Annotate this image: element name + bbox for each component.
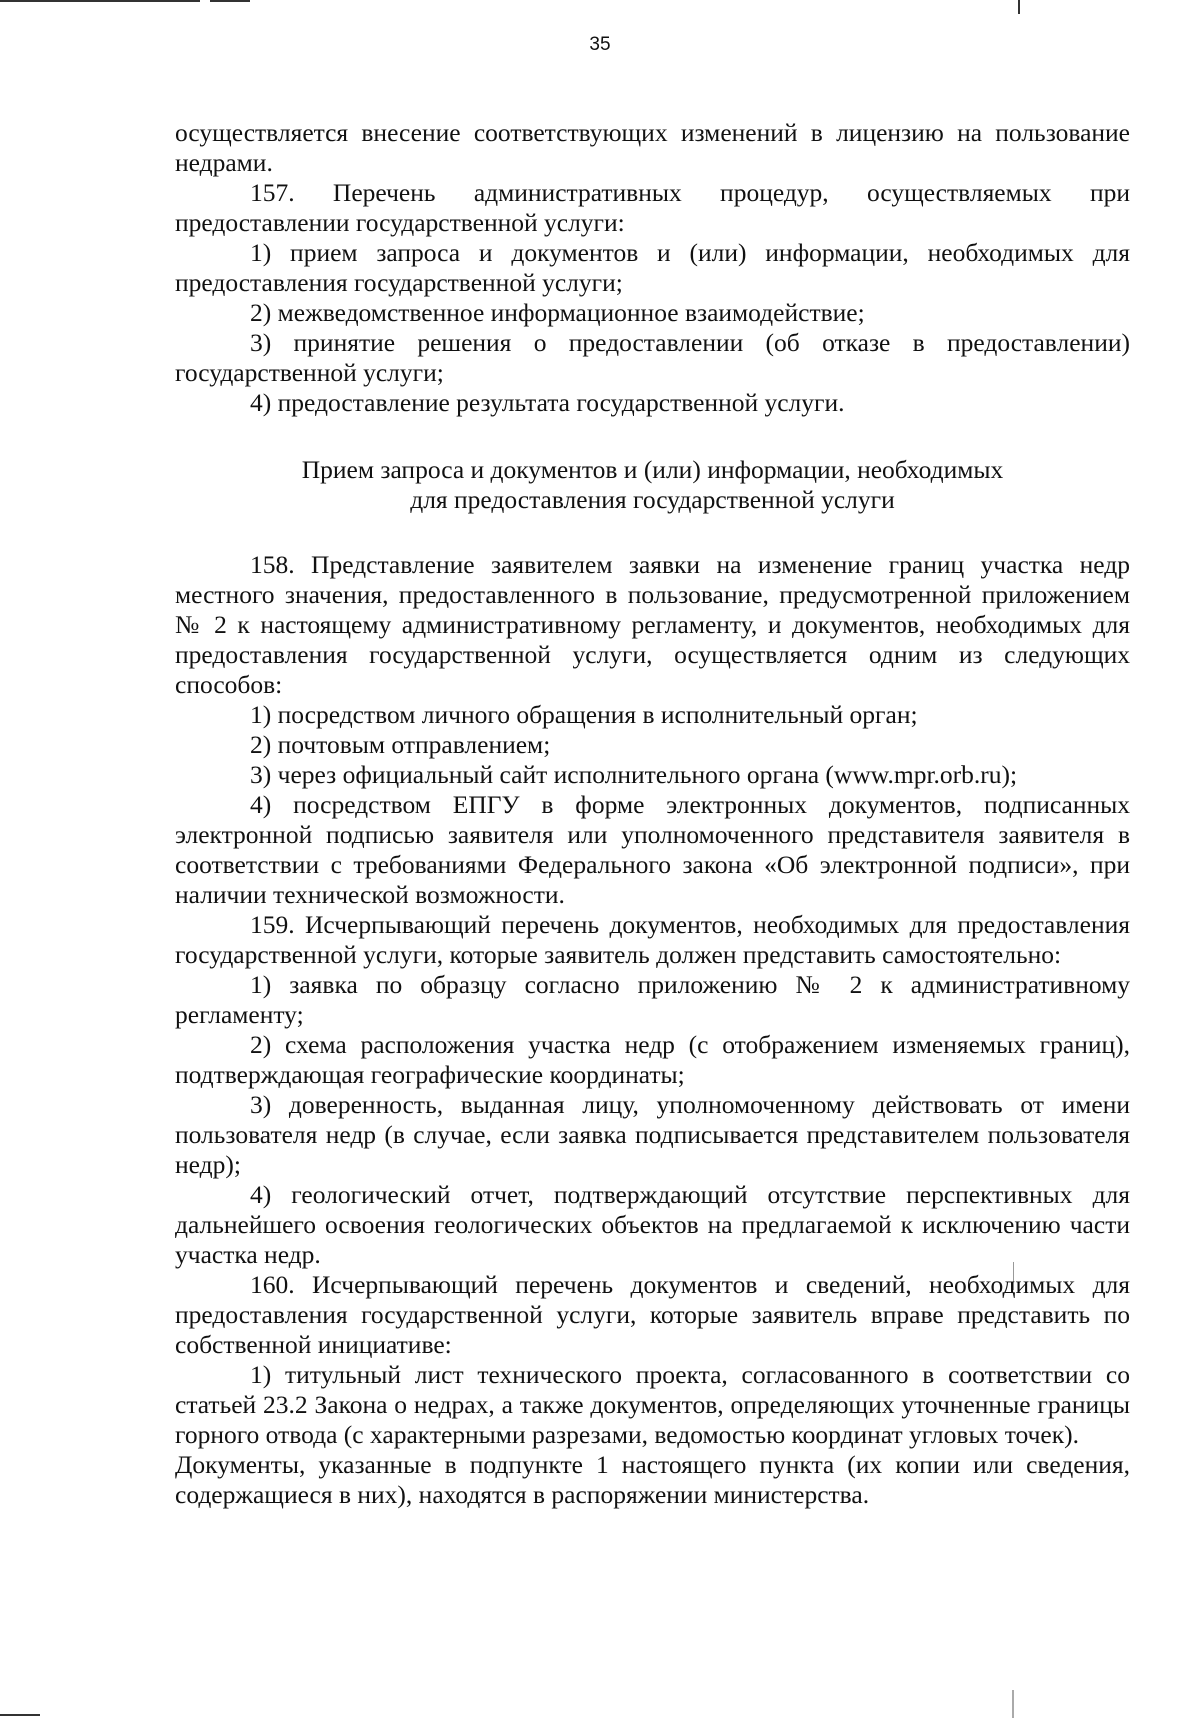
list-item-157-2: 2) межведомственное информационное взаимодействие; [250,298,865,327]
list-item-157-4: 4) предоставление результата государственной услуги. [250,388,845,417]
section-heading [175,455,1130,515]
list-item-160-1: 1) титульный лист технического проекта, согласованного в соответствии со статьей 23.2 Закона о недрах, а также документов, определяющих уточненные границы горного отвода (с характерными разрезами, ведомостью координат угловых точек). [175,1360,1130,1449]
paragraph-final: Документы, указанные в подпункте 1 настоящего пункта (их копии или сведения, содержащиеся в них), находятся в распоряжении министерства. [175,1450,1130,1509]
list-item-158-4: 4) посредством ЕПГУ в форме электронных документов, подписанных электронной подписью заявителя или уполномоченного представителя заявителя в соответствии с требованиями Федерального закона «Об электронной подписи», при наличии технической возможности. [175,790,1130,909]
list-item-158-3: 3) через официальный сайт исполнительного органа (www.mpr.orb.ru); [250,760,1018,789]
paragraph-intro: осуществляется внесение соответствующих изменений в лицензию на пользование недрами. [175,118,1130,177]
section-heading-line-2: для предоставления государственной услуги [410,485,895,514]
scan-edge-mark-top-left-2 [210,0,250,2]
scan-edge-mark-bottom-right [1012,1690,1014,1718]
scan-edge-mark-bottom-left [0,1714,40,1716]
paragraph-157: 157. Перечень административных процедур, осуществляемых при предоставлении государственной услуги: [175,178,1130,237]
scan-edge-mark-top-left [0,0,200,2]
paragraph-158: 158. Представление заявителем заявки на изменение границ участка недр местного значения, предоставленного в пользование, предусмотренной приложением № 2 к настоящему административному регламенту, и документов, необходимых для предоставления государственной услуги, осуществляется одним из следующих способов: [175,550,1130,699]
list-item-159-1: 1) заявка по образцу согласно приложению № 2 к административному регламенту; [175,970,1130,1029]
paragraph-159: 159. Исчерпывающий перечень документов, необходимых для предоставления государственной услуги, которые заявитель должен представить самостоятельно: [175,910,1130,969]
list-item-157-3: 3) принятие решения о предоставлении (об отказе в предоставлении) государственной услуги; [175,328,1130,387]
list-item-158-2: 2) почтовым отправлением; [250,730,551,759]
list-item-158-1: 1) посредством личного обращения в исполнительный орган; [250,700,918,729]
scan-edge-mark-top-right [1018,0,1020,14]
paragraph-160: 160. Исчерпывающий перечень документов и сведений, необходимых для предоставления государственной услуги, которые заявитель вправе представить по собственной инициативе: [175,1270,1130,1359]
list-item-157-1: 1) прием запроса и документов и (или) информации, необходимых для предоставления государственной услуги; [175,238,1130,297]
list-item-159-3: 3) доверенность, выданная лицу, уполномоченному действовать от имени пользователя недр (в случае, если заявка подписывается представителем пользователя недр); [175,1090,1130,1179]
section-heading-line-1: Прием запроса и документов и (или) информации, необходимых [301,455,1004,484]
list-item-159-4: 4) геологический отчет, подтверждающий отсутствие перспективных для дальнейшего освоения геологических объектов на предлагаемой к исключению части участка недр. [175,1180,1130,1269]
document-body [175,118,1130,1510]
list-item-159-2: 2) схема расположения участка недр (с отображением изменяемых границ), подтверждающая географические координаты; [175,1030,1130,1089]
page-number: 35 [589,34,611,55]
